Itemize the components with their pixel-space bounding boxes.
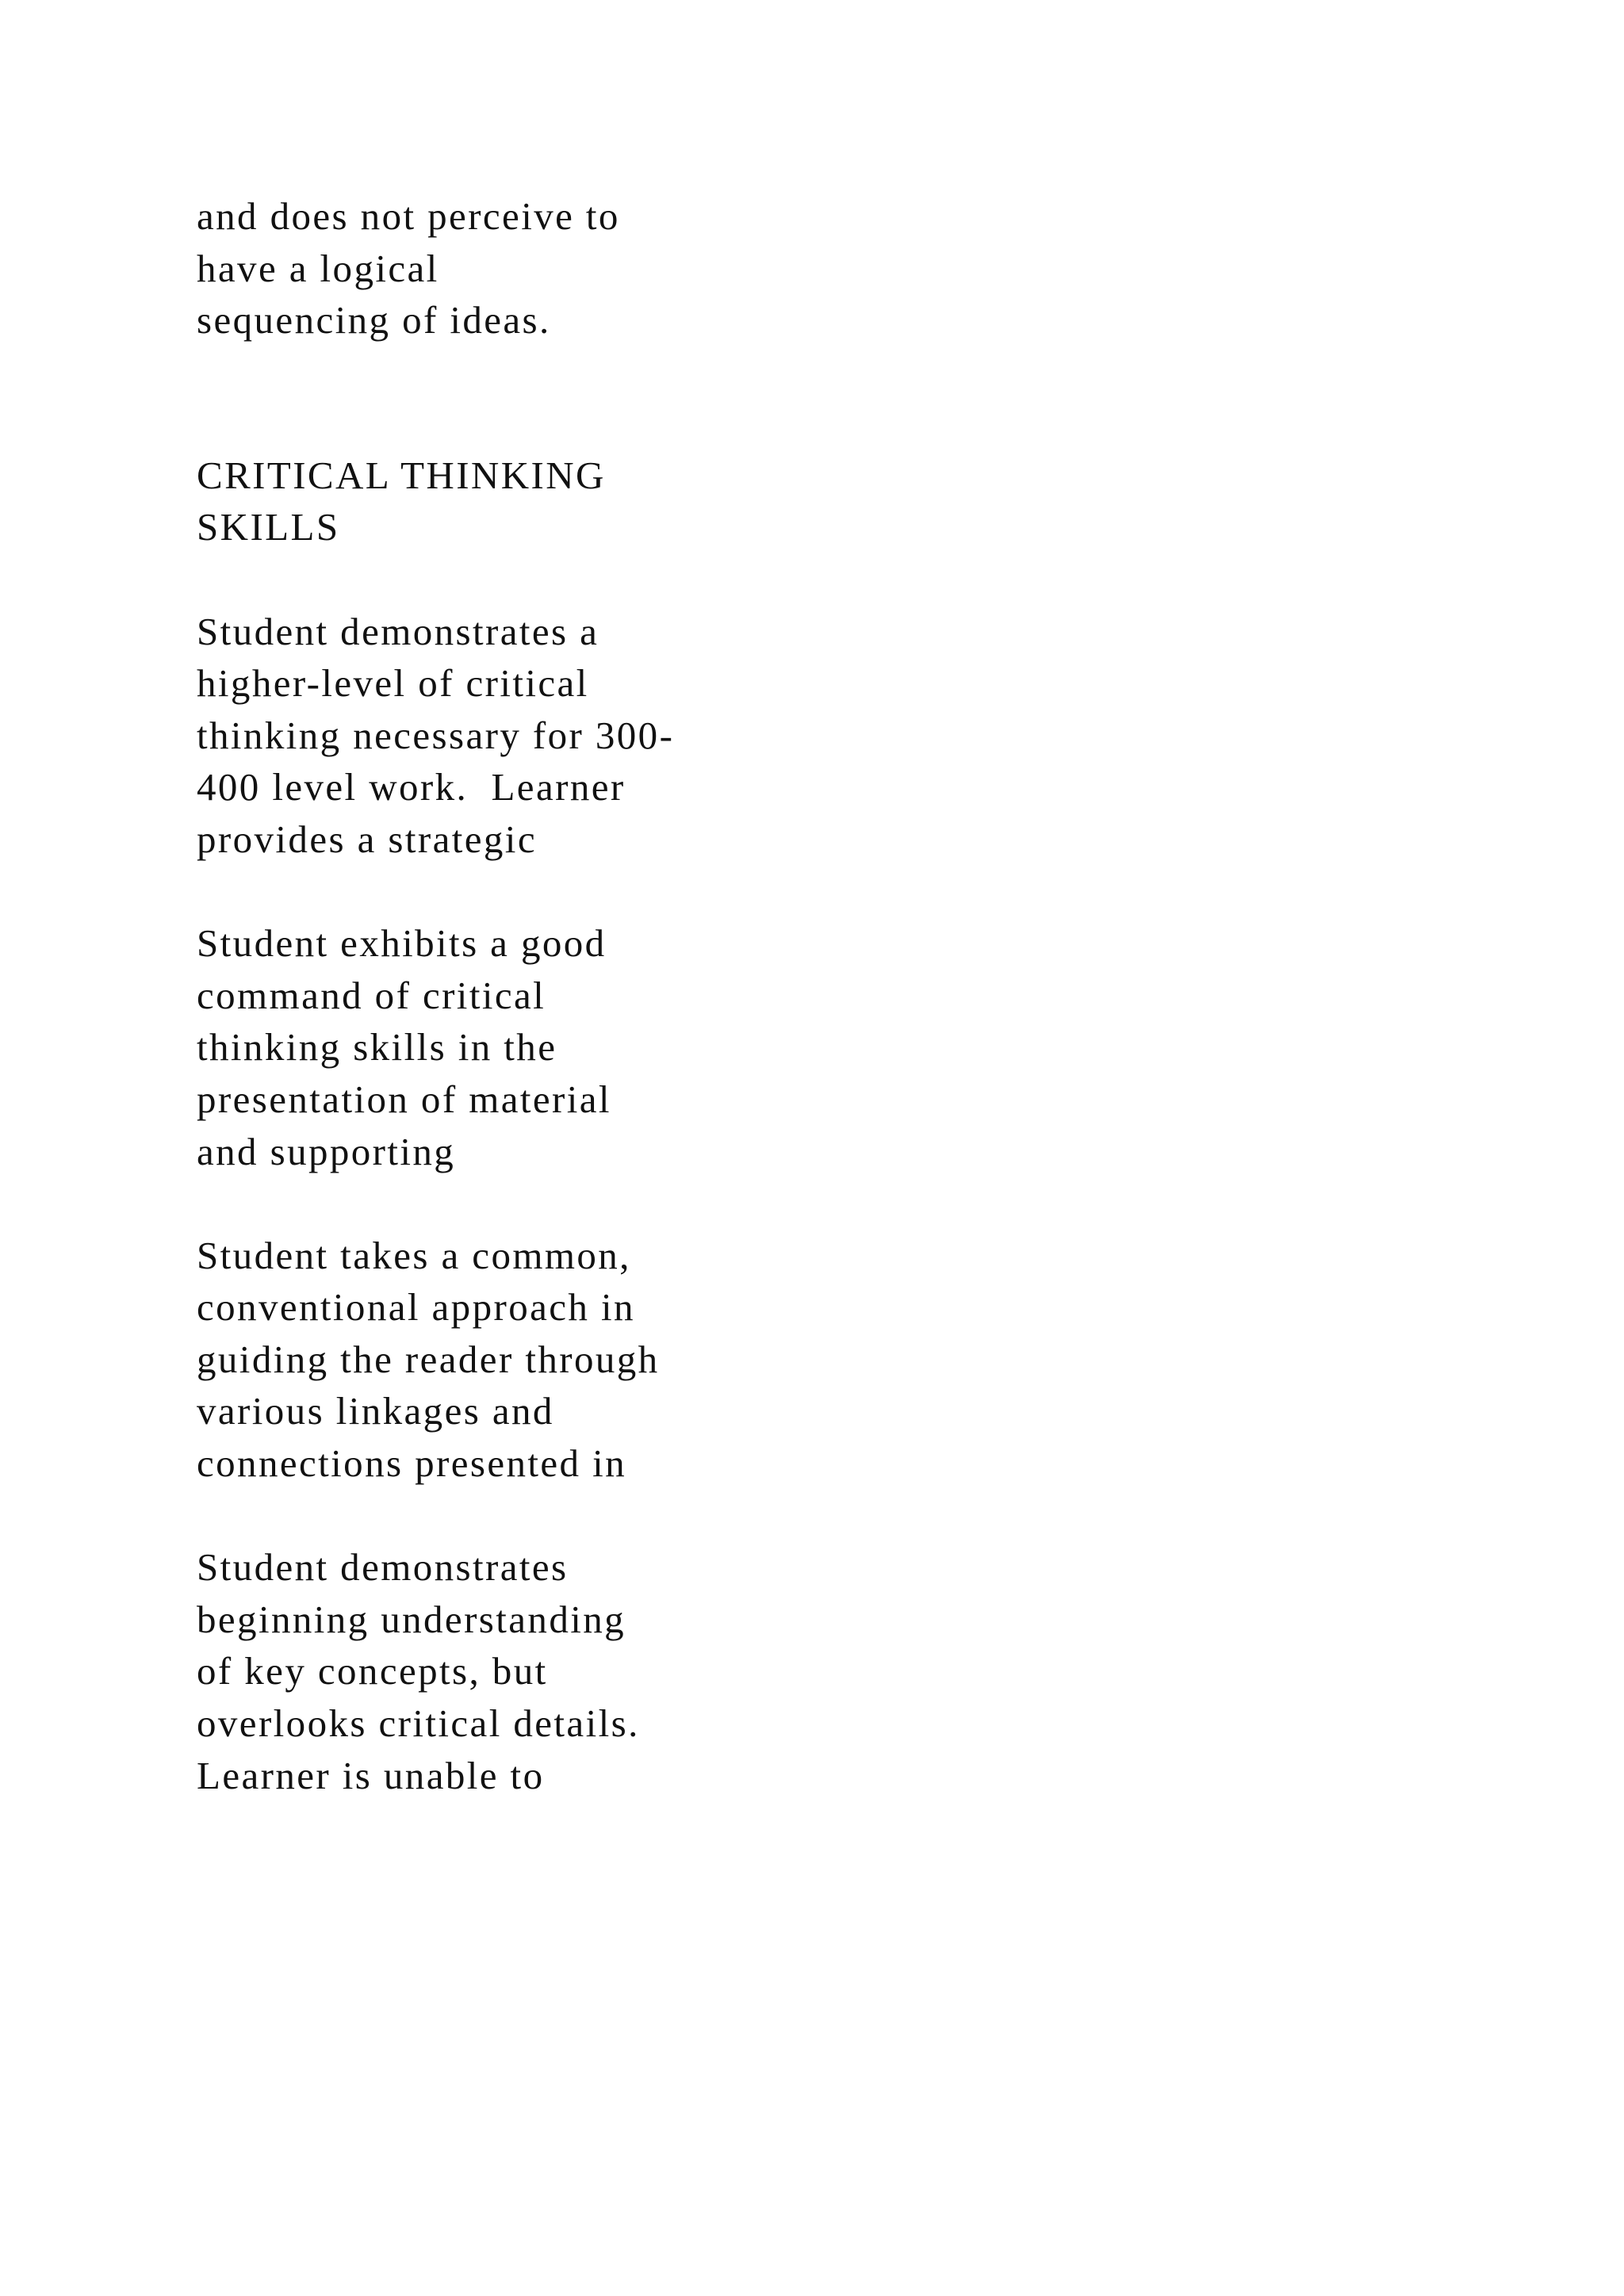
paragraph-poor [197,1541,831,1801]
text-line: Student demonstrates a [197,609,599,653]
intro-text [197,190,831,346]
text-line: Student exhibits a good [197,921,607,966]
text-line: have a logical [197,246,439,290]
spacer [197,866,831,918]
spacer [197,1490,831,1542]
text-line: higher-level of critical [197,661,589,706]
paragraph-fair [197,1230,831,1490]
text-line: conventional approach in [197,1285,635,1330]
text-line: provides a strategic [197,817,537,861]
spacer [197,1177,831,1230]
paragraph-good [197,917,831,1177]
spacer [197,346,831,450]
text-line: thinking necessary for 300- [197,713,675,757]
text-line: various linkages and [197,1389,554,1433]
text-line: Student demonstrates [197,1545,569,1590]
section-heading [197,450,831,553]
text-line: connections presented in [197,1441,627,1486]
text-line: overlooks critical details. [197,1701,640,1746]
heading-line: CRITICAL THINKING [197,453,606,497]
text-line: and supporting [197,1129,456,1173]
text-line: beginning understanding [197,1597,626,1641]
text-line: of key concepts, but [197,1649,548,1693]
text-line: command of critical [197,973,546,1017]
text-line: 400 level work. Learner [197,765,626,809]
text-line: Student takes a common, [197,1233,631,1277]
text-line: guiding the reader through [197,1337,660,1381]
text-column [197,190,831,1801]
heading-line: SKILLS [197,505,340,549]
text-line: sequencing of ideas. [197,298,551,342]
text-line: Learner is unable to [197,1753,545,1797]
text-line: presentation of material [197,1077,611,1121]
paragraph-excellent [197,606,831,866]
text-line: thinking skills in the [197,1025,557,1070]
text-line: and does not perceive to [197,194,620,238]
spacer [197,553,831,606]
